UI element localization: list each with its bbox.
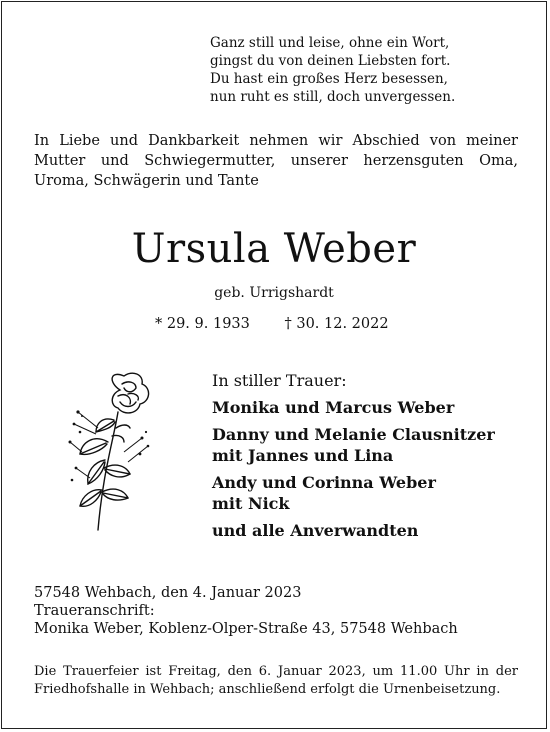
intro-line: Uroma, Schwägerin und Tante xyxy=(34,173,259,189)
intro-line: Mutter und Schwiegermutter, unserer herzensguten Oma, xyxy=(34,153,518,169)
mourning-address: Monika Weber, Koblenz-Olper-Straße 43, 57548 Wehbach xyxy=(34,621,458,637)
mourner-line: Andy und Corinna Weber xyxy=(212,473,436,492)
death-date: † 30. 12. 2022 xyxy=(284,316,389,332)
mourners-heading: In stiller Trauer: xyxy=(212,371,347,390)
deceased-name: Ursula Weber xyxy=(131,226,417,272)
mourner-line: Monika und Marcus Weber xyxy=(212,398,455,417)
mourners-block xyxy=(212,370,495,547)
poem xyxy=(210,34,455,106)
mourner-entry xyxy=(212,424,495,466)
mourner-line: Danny und Melanie Clausnitzer xyxy=(212,425,495,444)
rose-icon xyxy=(58,372,162,532)
intro-line: In Liebe und Dankbarkeit nehmen wir Abschied von meiner xyxy=(34,133,518,149)
mourner-entry xyxy=(212,397,495,418)
address-label: Traueranschrift: xyxy=(34,603,155,619)
mourner-line: mit Jannes und Lina xyxy=(212,446,394,465)
mourner-line: und alle Anverwandten xyxy=(212,521,419,540)
ceremony-notice xyxy=(34,663,518,699)
poem-line: Du hast ein großes Herz besessen, xyxy=(210,71,448,87)
maiden-name: geb. Urrigshardt xyxy=(214,285,334,301)
notice-line: Die Trauerfeier ist Freitag, den 6. Januar 2023, um 11.00 Uhr in der xyxy=(34,664,518,679)
mourner-entry xyxy=(212,472,495,514)
life-dates xyxy=(155,315,389,333)
mourner-entry xyxy=(212,520,495,541)
poem-line: Ganz still und leise, ohne ein Wort, xyxy=(210,35,450,51)
address-block xyxy=(34,584,458,638)
poem-line: gingst du von deinen Liebsten fort. xyxy=(210,53,451,69)
poem-line: nun ruht es still, doch unvergessen. xyxy=(210,89,456,105)
birth-date: * 29. 9. 1933 xyxy=(155,316,250,332)
notice-line: Friedhofshalle in Wehbach; anschließend erfolgt die Urnenbeisetzung. xyxy=(34,682,501,697)
mourner-line: mit Nick xyxy=(212,494,290,513)
place-date: 57548 Wehbach, den 4. Januar 2023 xyxy=(34,585,302,601)
intro-text xyxy=(34,131,518,191)
